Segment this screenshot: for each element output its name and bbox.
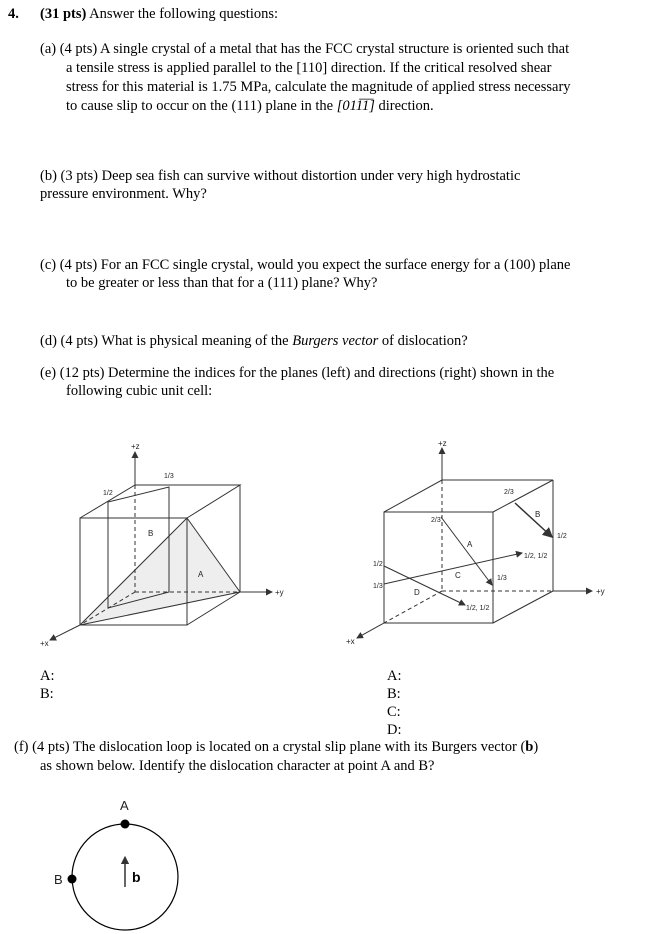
part-f-text-end: )	[533, 739, 539, 755]
x-axis	[50, 625, 80, 640]
d-end-label: 1/2, 1/2	[466, 605, 490, 612]
direction-c-label: C	[455, 571, 461, 580]
right-y-label: +y	[596, 587, 605, 596]
b-start-label: 2/3	[504, 489, 514, 496]
direction-b-label: B	[535, 510, 541, 519]
right-answer-b: B:	[387, 686, 401, 702]
dislocation-loop	[68, 820, 179, 931]
plane-b-label: B	[148, 529, 154, 538]
right-z-label: +z	[438, 439, 447, 448]
d-start-label: 1/2	[373, 561, 383, 568]
point-b-dot	[68, 875, 77, 884]
part-c-line-2: to be greater or less than that for a (111) plane? Why?	[66, 275, 378, 291]
a-end-label: 1/3	[497, 575, 507, 582]
part-b-line-1: (b) (3 pts) Deep sea fish can survive without distortion under very high hydrostatic	[40, 168, 521, 184]
point-a-dot	[121, 820, 130, 829]
question-points: (31 pts)	[40, 6, 87, 22]
question-intro: Answer the following questions:	[89, 6, 279, 22]
part-a-text-end: direction.	[374, 98, 434, 114]
part-d-text-end: of dislocation?	[378, 333, 468, 349]
left-half-label: 1/2	[103, 490, 113, 497]
part-f-line-2: as shown below. Identify the dislocation character at point A and B?	[40, 758, 435, 774]
right-answer-d: D:	[387, 722, 402, 738]
point-b-label: B	[54, 872, 63, 887]
part-a-line-3: stress for this material is 1.75 MPa, calculate the magnitude of applied stress necessary	[66, 79, 571, 95]
left-z-label: +z	[131, 442, 140, 451]
burgers-vector-label: b	[132, 869, 141, 885]
part-d-term: Burgers vector	[292, 333, 379, 349]
left-third-label: 1/3	[164, 473, 174, 480]
right-x-label: +x	[346, 637, 355, 646]
part-d-text: (d) (4 pts) What is physical meaning of the	[40, 333, 293, 349]
left-y-label: +y	[275, 588, 284, 597]
left-answer-a: A:	[40, 668, 55, 684]
b-end-label: 1/2	[557, 533, 567, 540]
part-f-b: b	[525, 739, 534, 755]
left-unit-cell	[50, 452, 272, 640]
c-start-label: 1/3	[373, 583, 383, 590]
direction-a-label: A	[467, 540, 473, 549]
direction-b	[515, 503, 552, 537]
part-e-line-1: (e) (12 pts) Determine the indices for the planes (left) and directions (right) shown in the	[40, 365, 555, 381]
part-a-text: to cause slip to occur on the (111) plane in the	[66, 98, 337, 114]
point-a-label: A	[120, 798, 129, 813]
part-a-line-2: a tensile stress is applied parallel to the [110] direction. If the critical resolved shear	[66, 60, 552, 76]
part-f-text: (f) (4 pts) The dislocation loop is located on a crystal slip plane with its Burgers vector (	[14, 739, 526, 755]
part-e-line-2: following cubic unit cell:	[66, 383, 213, 399]
part-a-line-1: (a) (4 pts) A single crystal of a metal that has the FCC crystal structure is oriented such that	[40, 41, 570, 57]
plane-a-label: A	[198, 570, 204, 579]
slip-direction: [011̅1̅]	[336, 98, 375, 114]
direction-d-label: D	[414, 588, 420, 597]
question-number: 4.	[8, 6, 19, 22]
direction-a	[441, 517, 492, 585]
part-c-line-1: (c) (4 pts) For an FCC single crystal, would you expect the surface energy for a (100) plane	[40, 257, 571, 273]
left-answer-b: B:	[40, 686, 54, 702]
a-start-label: 2/3	[431, 517, 441, 524]
part-b-line-2: pressure environment. Why?	[40, 186, 207, 202]
c-end-label: 1/2, 1/2	[524, 553, 548, 560]
direction-d	[384, 566, 465, 605]
right-answer-a: A:	[387, 668, 402, 684]
left-x-label: +x	[40, 639, 49, 648]
right-answer-c: C:	[387, 704, 401, 720]
